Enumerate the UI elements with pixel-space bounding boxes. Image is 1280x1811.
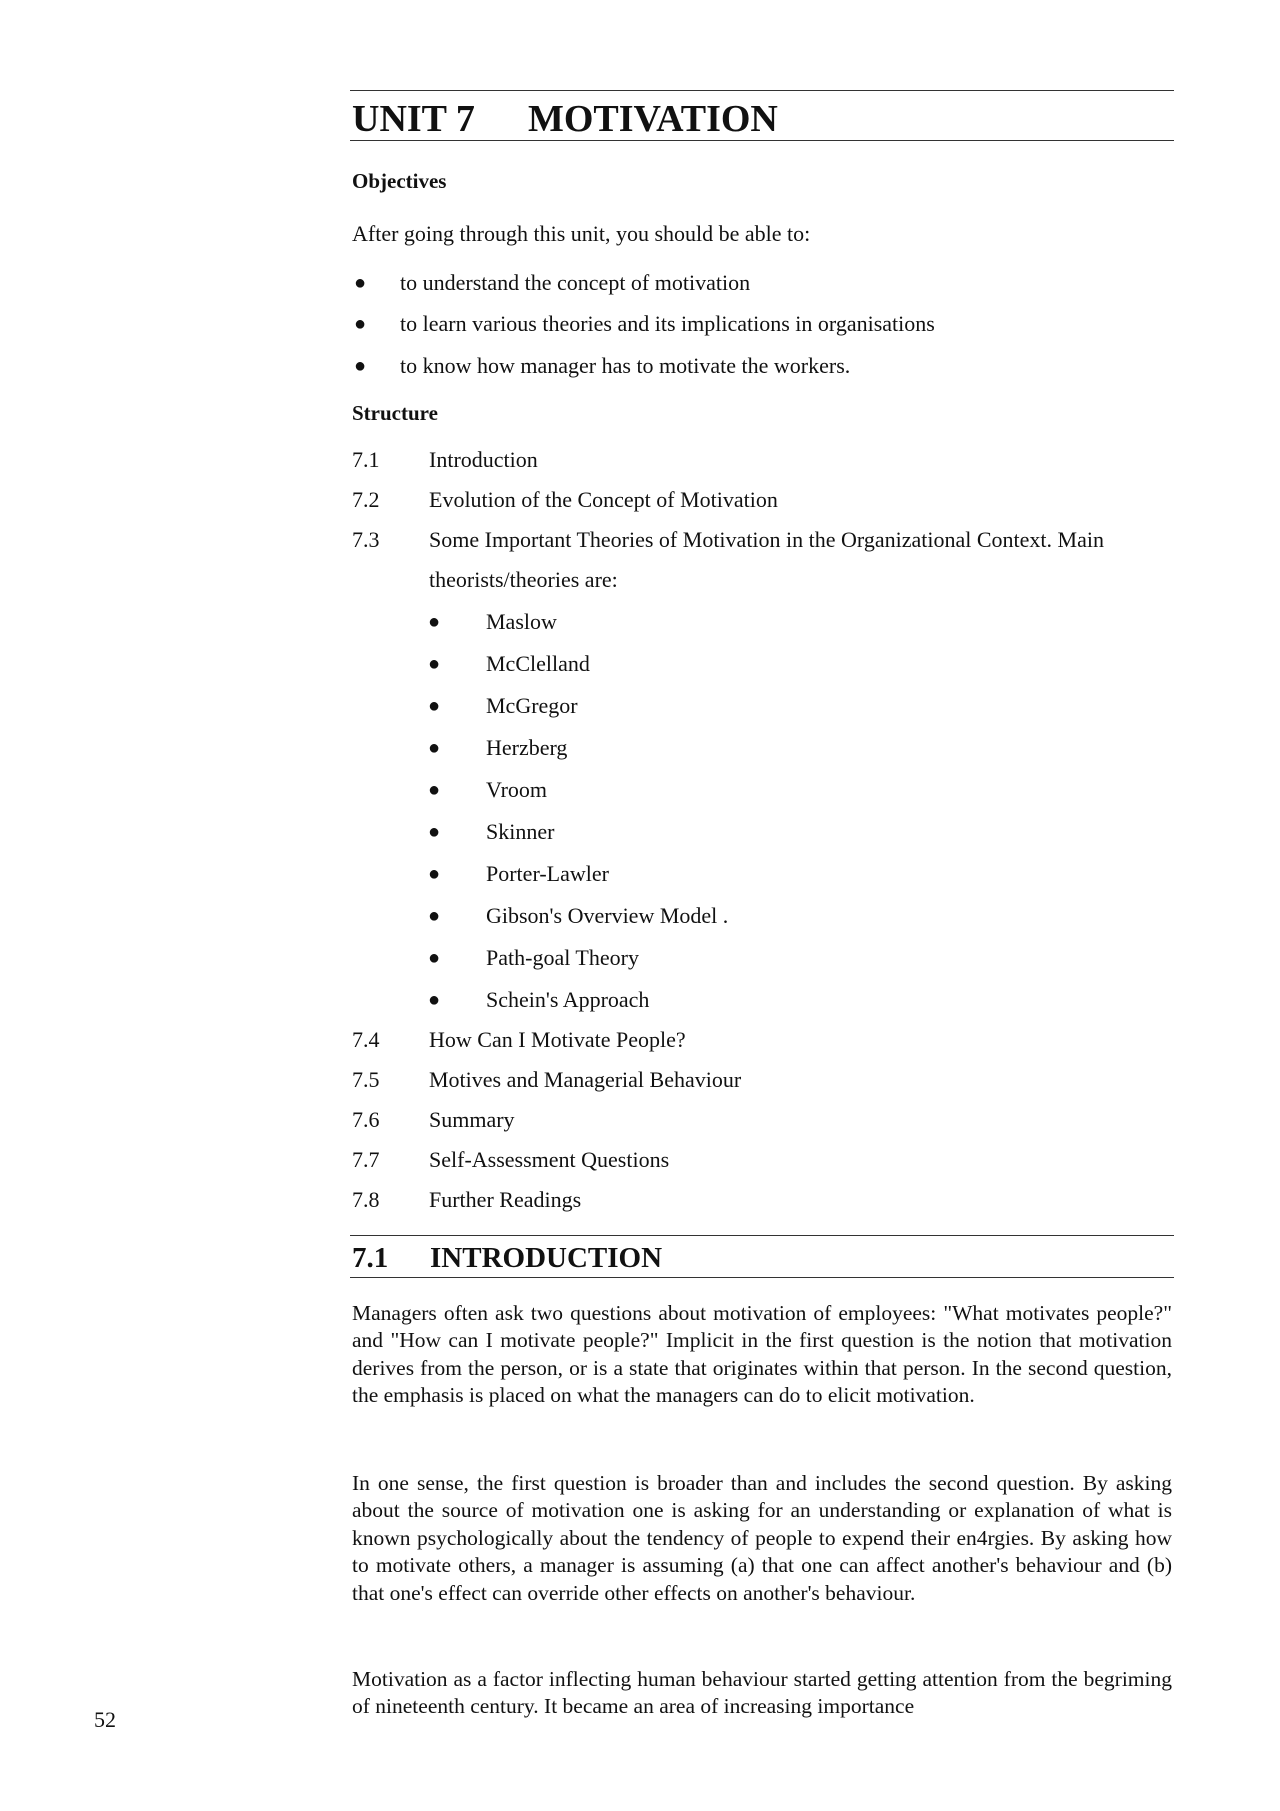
section-title (352, 1240, 662, 1276)
section-number: 7.1 (352, 1242, 389, 1274)
structure-item-text: Further Readings (429, 1187, 582, 1212)
title-rule (350, 140, 1174, 141)
unit-number: UNIT 7 (352, 98, 475, 140)
theorist-item: Schein's Approach (486, 987, 650, 1012)
bullet-icon: ● (354, 313, 367, 335)
theorist-item: Maslow (486, 609, 557, 634)
unit-name: MOTIVATION (528, 98, 778, 140)
bullet-icon: ● (428, 695, 441, 717)
theorist-item: Skinner (486, 819, 555, 844)
bullet-icon: ● (354, 272, 367, 294)
body-paragraph: In one sense, the first question is broader than and includes the second question. By asking about the source of motivation one is asking for an understanding or explanation of what is known psychologically about the tendency of people to expend their en4rgies. By asking how to motivate others, a manager is assuming (a) that one can affect another's behaviour and (b) that one's effect can override other effects on another's behaviour. (352, 1471, 1172, 1605)
structure-item-text: Evolution of the Concept of Motivation (429, 487, 778, 512)
body-paragraph: Managers often ask two questions about motivation of employees: "What motivates people?" and "How can I motivate people?" Implicit in the first question is the notion that motivation derives from the person, or is a state that originates within that person. In the second question, the emphasis is placed on what the managers can do to elicit motivation. (352, 1301, 1172, 1408)
structure-item-continuation: theorists/theories are: (429, 567, 618, 592)
bullet-icon: ● (428, 653, 441, 675)
section-name: INTRODUCTION (430, 1242, 663, 1274)
theorist-item: McGregor (486, 693, 578, 718)
structure-item-text: Motives and Managerial Behaviour (429, 1067, 742, 1092)
structure-item-number: 7.4 (352, 1027, 380, 1052)
theorist-item: Herzberg (486, 735, 568, 760)
structure-item-text: Self-Assessment Questions (429, 1147, 670, 1172)
theorist-item: Gibson's Overview Model . (486, 903, 729, 928)
structure-item-number: 7.7 (352, 1147, 380, 1172)
bullet-icon: ● (354, 355, 367, 377)
structure-item-number: 7.3 (352, 527, 380, 552)
structure-item-number: 7.5 (352, 1067, 380, 1092)
structure-item-number: 7.2 (352, 487, 380, 512)
theorist-item: Porter-Lawler (486, 861, 609, 886)
bullet-icon: ● (428, 863, 441, 885)
structure-item-number: 7.8 (352, 1187, 380, 1212)
objectives-heading: Objectives (352, 169, 447, 193)
structure-item-text: Summary (429, 1107, 515, 1132)
theorist-item: Vroom (486, 777, 548, 802)
bullet-icon: ● (428, 989, 441, 1011)
section-bottom-rule (350, 1277, 1174, 1278)
page-number: 52 (94, 1707, 116, 1732)
structure-item-text: Introduction (429, 447, 538, 472)
objective-item: to understand the concept of motivation (400, 270, 751, 295)
objectives-intro: After going through this unit, you should be able to: (352, 221, 811, 246)
bullet-icon: ● (428, 611, 441, 633)
structure-item-number: 7.6 (352, 1107, 380, 1132)
bullet-icon: ● (428, 737, 441, 759)
structure-item-text: How Can I Motivate People? (429, 1027, 686, 1052)
bullet-icon: ● (428, 905, 441, 927)
unit-title (352, 94, 778, 144)
bullet-icon: ● (428, 779, 441, 801)
theorist-item: McClelland (486, 651, 590, 676)
structure-item-text: Some Important Theories of Motivation in the Organizational Context. Main (429, 527, 1104, 552)
objective-item: to learn various theories and its implications in organisations (400, 311, 935, 336)
section-top-rule (350, 1235, 1174, 1236)
body-paragraph: Motivation as a factor inflecting human behaviour started getting attention from the begriming of nineteenth century. It became an area of increasing importance (352, 1667, 1172, 1719)
bullet-icon: ● (428, 821, 441, 843)
top-rule (350, 90, 1174, 91)
bullet-icon: ● (428, 947, 441, 969)
structure-item-number: 7.1 (352, 447, 380, 472)
theorist-item: Path-goal Theory (486, 945, 639, 970)
structure-heading: Structure (352, 401, 438, 425)
objective-item: to know how manager has to motivate the workers. (400, 353, 851, 378)
